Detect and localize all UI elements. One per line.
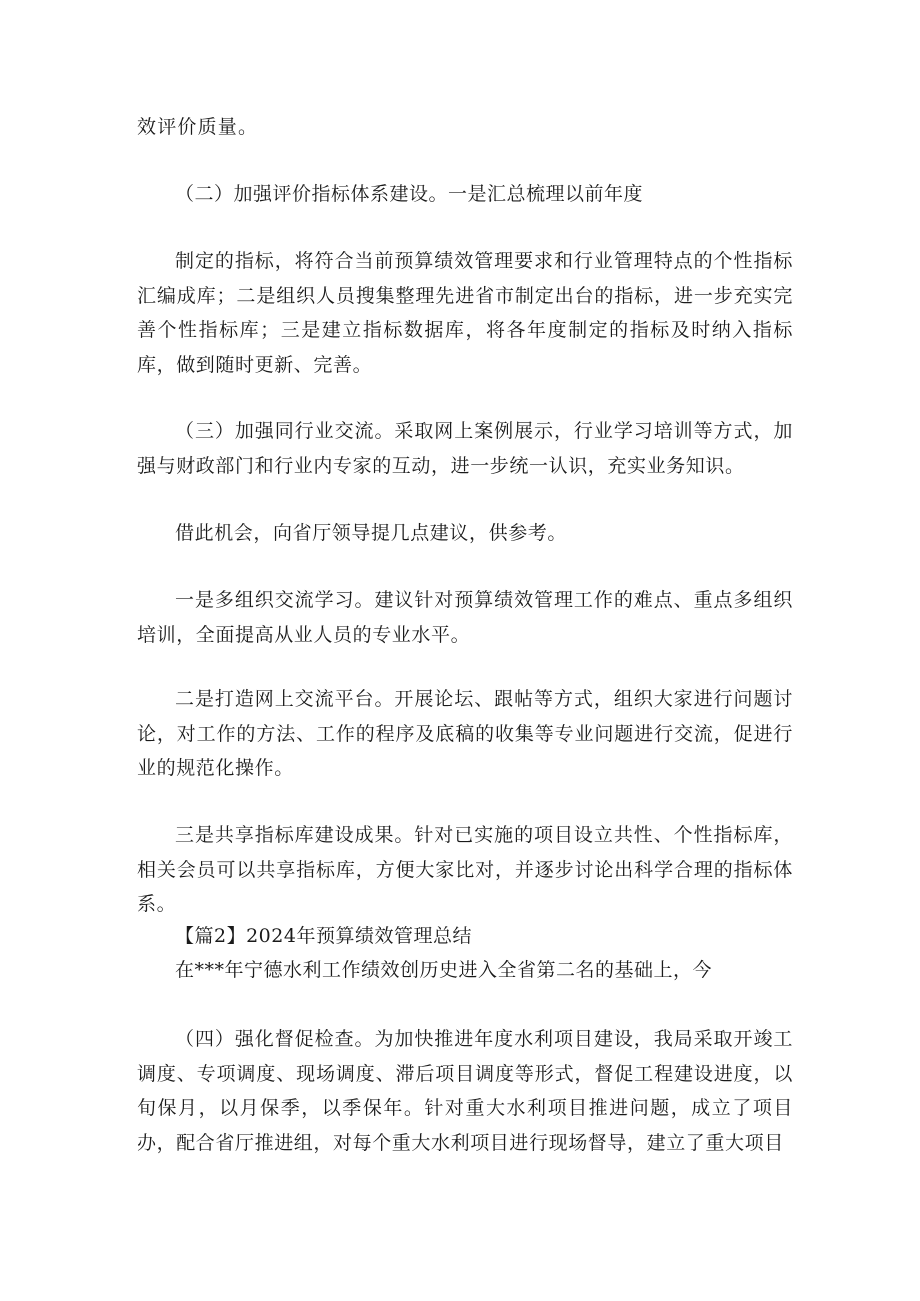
paragraph-suggestion-three: 三是共享指标库建设成果。针对已实施的项目设立共性、个性指标库，相关会员可以共享指标库，方便大家比对，并逐步讨论出科学合理的指标体系。	[137, 824, 793, 915]
paragraph-continuation: 效评价质量。	[137, 116, 259, 138]
paragraph-suggestion-two: 二是打造网上交流平台。开展论坛、跟帖等方式，组织大家进行问题讨论，对工作的方法、工作的程序及底稿的收集等专业问题进行交流，促进行业的规范化操作。	[137, 688, 793, 779]
paragraph-section-two-body: 制定的指标，将符合当前预算绩效管理要求和行业管理特点的个性指标汇编成库；二是组织人员搜集整理先进省市制定出台的指标，进一步充实完善个性指标库；三是建立指标数据库，将各年度制定的指标及时纳入指标库，做到随时更新、完善。	[137, 250, 793, 376]
section-title: 【篇2】2024年预算绩效管理总结	[175, 925, 472, 947]
paragraph-section-two-heading: （二）加强评价指标体系建设。一是汇总梳理以前年度	[175, 183, 644, 205]
paragraph-suggestion-intro: 借此机会，向省厅领导提几点建议，供参考。	[175, 522, 568, 544]
paragraph-section-three: （三）加强同行业交流。采取网上案例展示，行业学习培训等方式，加强与财政部门和行业内专家的互动，进一步统一认识，充实业务知识。	[137, 420, 793, 477]
paragraph-suggestion-one: 一是多组织交流学习。建议针对预算绩效管理工作的难点、重点多组织培训，全面提高从业人员的专业水平。	[137, 589, 793, 646]
section-intro: 在***年宁德水利工作绩效创历史进入全省第二名的基础上，今	[175, 959, 713, 981]
paragraph-section-four: （四）强化督促检查。为加快推进年度水利项目建设，我局采取开竣工调度、专项调度、现场调度、滞后项目调度等形式，督促工程建设进度，以旬保月，以月保季，以季保年。针对重大水利项目推进问题，成立了项目办，配合省厅推进组，对每个重大水利项目进行现场督导，建立了重大项目	[137, 1028, 793, 1154]
